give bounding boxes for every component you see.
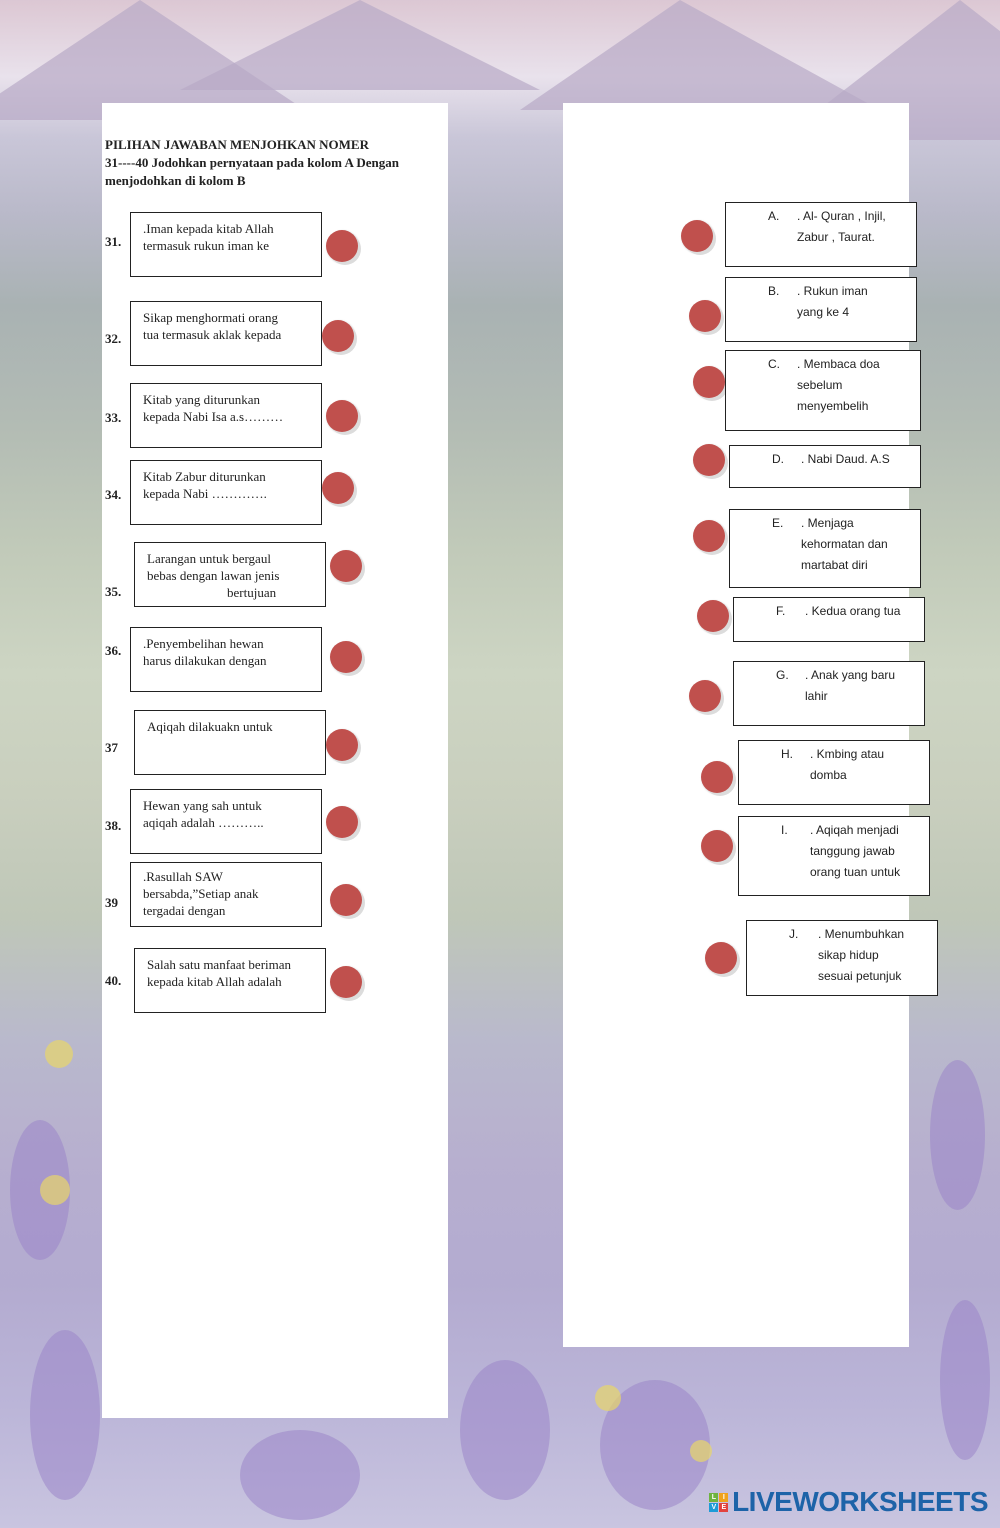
yellow-flower <box>40 1175 70 1205</box>
answer-box <box>746 920 938 996</box>
match-dot-g[interactable] <box>689 680 721 712</box>
heading-line: 31----40 Jodohkan pernyataan pada kolom A Dengan <box>105 155 399 170</box>
answer-letter: J. <box>789 927 799 941</box>
match-dot-a[interactable] <box>681 220 713 252</box>
lupine-flower <box>30 1330 100 1500</box>
match-dot-b[interactable] <box>689 300 721 332</box>
question-number: 36. <box>105 643 122 658</box>
match-dot-39[interactable] <box>330 884 362 916</box>
question-box <box>130 212 322 277</box>
answer-text-group <box>805 665 895 707</box>
question-text: tergadai dengan <box>143 903 226 918</box>
match-dot-d[interactable] <box>693 444 725 476</box>
question-number: 31. <box>105 234 122 249</box>
logo-tile: I <box>719 1493 728 1502</box>
match-dot-h[interactable] <box>701 761 733 793</box>
question-box <box>130 627 322 692</box>
match-dot-36[interactable] <box>330 641 362 673</box>
logo-icon <box>709 1493 728 1512</box>
lupine-flower <box>240 1430 360 1520</box>
answer-text: tanggung jawab <box>810 844 895 858</box>
match-dot-31[interactable] <box>326 230 358 262</box>
question-text: .Rasullah SAW <box>143 869 223 884</box>
question-text: harus dilakukan dengan <box>143 653 267 668</box>
answer-letter: E. <box>772 516 784 530</box>
answer-text: kehormatan dan <box>801 537 888 551</box>
yellow-flower <box>690 1440 712 1462</box>
match-dot-38[interactable] <box>326 806 358 838</box>
match-dot-32[interactable] <box>322 320 354 352</box>
question-number: 38. <box>105 818 122 833</box>
answer-text-group <box>810 820 900 883</box>
logo-tile: E <box>719 1503 728 1512</box>
question-box <box>130 301 322 366</box>
question-text: Larangan untuk bergaul <box>147 551 271 566</box>
yellow-flower <box>595 1385 621 1411</box>
answer-text-group <box>801 513 888 576</box>
answer-letter: F. <box>776 604 786 618</box>
answer-box <box>725 277 917 342</box>
answer-text: domba <box>810 768 847 782</box>
question-text: bertujuan <box>227 585 277 600</box>
mountain-shape <box>180 0 540 90</box>
question-text: bersabda,”Setiap anak <box>143 886 259 901</box>
match-dot-i[interactable] <box>701 830 733 862</box>
answer-text: yang ke 4 <box>797 305 850 319</box>
question-text: Kitab Zabur diturunkan <box>143 469 266 484</box>
answer-text: . Menjaga <box>801 516 854 530</box>
question-number: 34. <box>105 487 122 502</box>
answer-text: martabat diri <box>801 558 868 572</box>
question-number: 40. <box>105 973 122 988</box>
answer-text: . Aqiqah menjadi <box>810 823 899 837</box>
question-box <box>134 710 326 775</box>
answer-text-group <box>797 281 868 323</box>
brand-text: LIVEWORKSHEETS <box>732 1486 988 1517</box>
answer-letter: H. <box>781 747 793 761</box>
answer-text-group <box>805 601 900 622</box>
match-dot-40[interactable] <box>330 966 362 998</box>
lupine-flower <box>930 1060 985 1210</box>
question-box <box>130 383 322 448</box>
question-number: 35. <box>105 584 122 599</box>
question-number: 37 <box>105 740 118 755</box>
question-box <box>130 460 322 525</box>
question-text: bebas dengan lawan jenis <box>147 568 280 583</box>
answer-text: sesuai petunjuk <box>818 969 902 983</box>
answer-text: . Membaca doa <box>797 357 880 371</box>
answer-text: sebelum <box>797 378 843 392</box>
question-text: Hewan yang sah untuk <box>143 798 262 813</box>
match-dot-c[interactable] <box>693 366 725 398</box>
answer-text-group <box>797 206 886 248</box>
match-dot-33[interactable] <box>326 400 358 432</box>
answer-box <box>733 597 925 642</box>
answer-text-group <box>810 744 884 786</box>
question-text: .Iman kepada kitab Allah <box>143 221 274 236</box>
answer-letter: A. <box>768 209 780 223</box>
match-dot-f[interactable] <box>697 600 729 632</box>
answer-text: . Kedua orang tua <box>805 604 901 618</box>
answer-box <box>733 661 925 726</box>
question-text: Salah satu manfaat beriman <box>147 957 292 972</box>
answer-text-group <box>801 449 890 470</box>
yellow-flower <box>45 1040 73 1068</box>
answer-text: . Kmbing atau <box>810 747 885 761</box>
question-box <box>130 789 322 854</box>
answer-box <box>729 445 921 488</box>
answer-text: . Nabi Daud. A.S <box>801 452 890 466</box>
lupine-flower <box>940 1300 990 1460</box>
question-text: .Penyembelihan hewan <box>143 636 264 651</box>
answer-text: . Rukun iman <box>797 284 868 298</box>
answer-letter: I. <box>781 823 788 837</box>
match-dot-34[interactable] <box>322 472 354 504</box>
answer-letter: C. <box>768 357 780 371</box>
answer-text: . Menumbuhkan <box>818 927 905 941</box>
question-box <box>134 948 326 1013</box>
question-text: Aqiqah dilakuakn untuk <box>147 719 273 734</box>
answer-text-group <box>797 354 880 417</box>
question-text: kepada kitab Allah adalah <box>147 974 282 989</box>
answer-box <box>738 740 930 805</box>
liveworksheets-logo <box>709 1486 988 1518</box>
question-text: tua termasuk aklak kepada <box>143 327 282 342</box>
question-number: 32. <box>105 331 122 346</box>
match-dot-35[interactable] <box>330 550 362 582</box>
match-dot-j[interactable] <box>705 942 737 974</box>
match-dot-e[interactable] <box>693 520 725 552</box>
answer-text: menyembelih <box>797 399 869 413</box>
instructions-heading <box>105 136 455 190</box>
question-text: aqiqah adalah ……….. <box>143 815 264 830</box>
question-number: 33. <box>105 410 122 425</box>
answer-box <box>738 816 930 896</box>
question-text: kepada Nabi …………. <box>143 486 267 501</box>
answer-letter: D. <box>772 452 784 466</box>
answer-text: . Al- Quran , Injil, <box>797 209 886 223</box>
question-box <box>130 862 322 927</box>
answer-box <box>729 509 921 588</box>
answer-text: sikap hidup <box>818 948 879 962</box>
logo-tile: L <box>709 1493 718 1502</box>
lupine-flower <box>460 1360 550 1500</box>
question-text: kepada Nabi Isa a.s……… <box>143 409 284 424</box>
answer-text: orang tuan untuk <box>810 865 901 879</box>
logo-tile: V <box>709 1503 718 1512</box>
answer-text: Zabur , Taurat. <box>797 230 875 244</box>
answer-box <box>725 350 921 431</box>
question-text: termasuk rukun iman ke <box>143 238 269 253</box>
answer-box <box>725 202 917 267</box>
question-box <box>134 542 326 607</box>
answer-text: lahir <box>805 689 828 703</box>
question-number: 39 <box>105 895 118 910</box>
question-text: Sikap menghormati orang <box>143 310 279 325</box>
match-dot-37[interactable] <box>326 729 358 761</box>
heading-line: PILIHAN JAWABAN MENJOHKAN NOMER <box>105 137 369 152</box>
answer-letter: B. <box>768 284 780 298</box>
answer-text-group <box>818 924 904 987</box>
answer-text: . Anak yang baru <box>805 668 896 682</box>
heading-line: menjodohkan di kolom B <box>105 173 246 188</box>
question-text: Kitab yang diturunkan <box>143 392 260 407</box>
answer-letter: G. <box>776 668 789 682</box>
